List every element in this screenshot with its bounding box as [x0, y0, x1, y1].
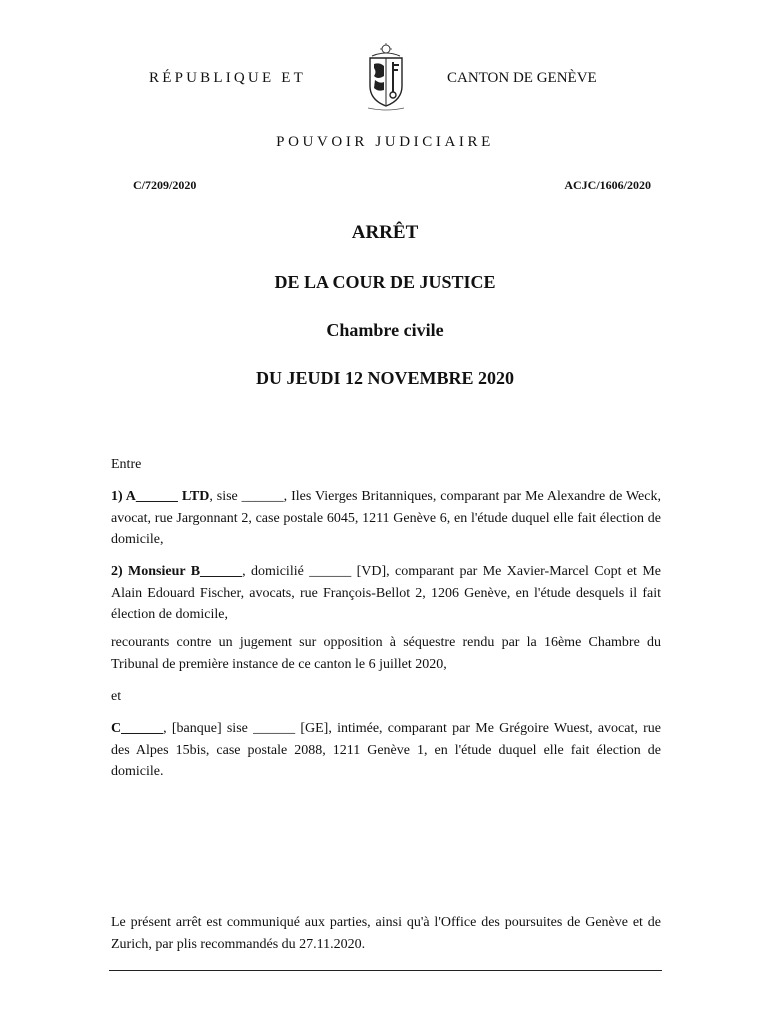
- party-1-name: 1) A______ LTD: [111, 489, 210, 504]
- party-2-details: , domicilié ______ [VD], comparant par Me Xavier-Marcel Copt et Me Alain Edouard Fischer, avocats, rue François-Bellot 2, 1206 Genève, en l'étude desquels il fait élection de domicile,: [111, 564, 661, 622]
- party-2-name: 2) Monsieur B______: [111, 564, 243, 579]
- party-3-paragraph: [111, 718, 661, 783]
- case-number: C/7209/2020: [133, 178, 197, 192]
- text-entre: Entre: [111, 457, 142, 472]
- text-et: et: [111, 689, 122, 704]
- title-arret: ARRÊT: [351, 222, 419, 243]
- party-3-name: C______: [111, 721, 164, 736]
- title-cour: DE LA COUR DE JUSTICE: [274, 272, 496, 292]
- party-2-paragraph: [111, 561, 661, 626]
- party-3-details: , [banque] sise ______ [GE], intimée, comparant par Me Grégoire Wuest, avocat, rue des Alpes 15bis, case postale 2088, 1211 Genève 1, en l'étude duquel elle fait élection de domicile.: [111, 721, 661, 779]
- party-1-details: , sise ______, Iles Vierges Britanniques, comparant par Me Alexandre de Weck, avocat, rue Jargonnant 2, case postale 6045, 1211 Genève 6, en l'étude duquel elle fait élection de domicile,: [111, 489, 661, 547]
- recourants-paragraph: recourants contre un jugement sur opposition à séquestre rendu par la 16ème Chambre du Tribunal de première instance de ce canton le 6 juillet 2020,: [111, 635, 661, 672]
- footer-divider: [109, 970, 662, 971]
- decision-number: ACJC/1606/2020: [564, 178, 651, 192]
- geneva-coat-of-arms-icon: [362, 42, 410, 112]
- title-date: DU JEUDI 12 NOVEMBRE 2020: [255, 368, 514, 388]
- header-republique: RÉPUBLIQUE ET: [149, 70, 307, 86]
- party-1-paragraph: [111, 486, 661, 551]
- communication-paragraph: Le présent arrêt est communiqué aux parties, ainsi qu'à l'Office des poursuites de Genève et de Zurich, par plis recommandés du 27.11.2020.: [111, 915, 661, 952]
- subtitle-pouvoir-judiciaire: POUVOIR JUDICIAIRE: [276, 134, 494, 150]
- header-canton: CANTON DE GENÈVE: [447, 70, 597, 86]
- title-chambre: Chambre civile: [326, 320, 444, 340]
